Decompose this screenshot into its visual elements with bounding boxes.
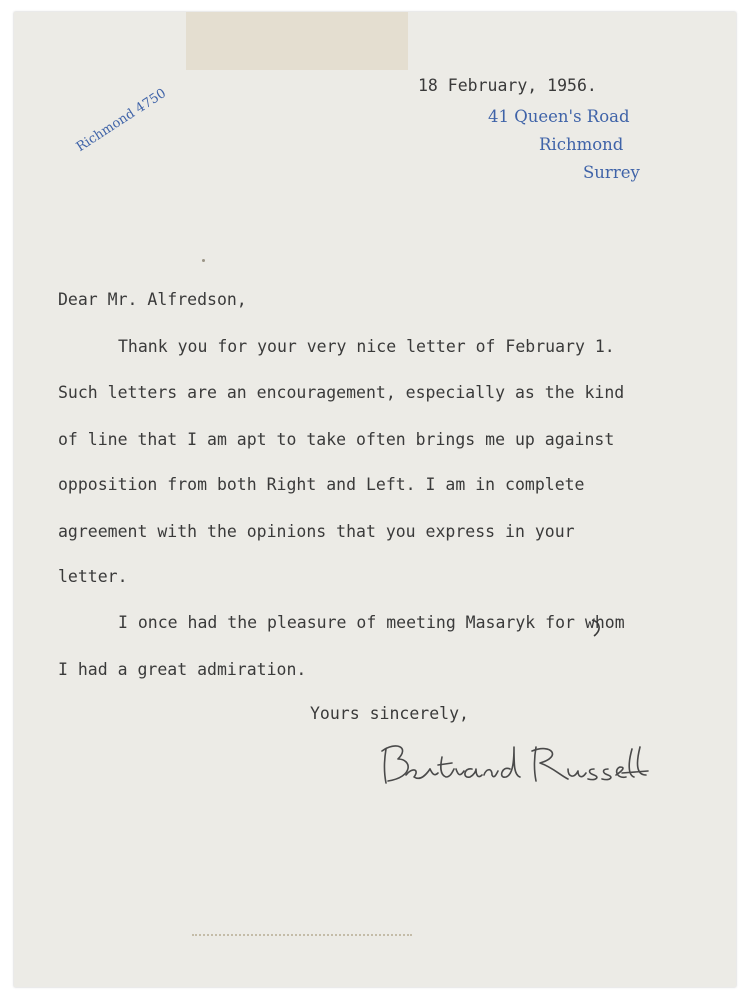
letter-page (14, 12, 736, 987)
address-line-1: 41 Queen's Road (488, 107, 630, 126)
body-line: Such letters are an encouragement, especially as the kind (58, 383, 625, 402)
body-line: agreement with the opinions that you express in your (58, 522, 575, 541)
body-line: letter. (58, 567, 128, 586)
salutation: Dear Mr. Alfredson, (58, 290, 247, 309)
letter-date: 18 February, 1956. (418, 76, 597, 95)
body-line: Thank you for your very nice letter of February 1. (118, 337, 615, 356)
tape-residue (186, 12, 408, 70)
phone-stamp: Richmond 4750 (73, 85, 169, 155)
body-line: opposition from both Right and Left. I am in complete (58, 475, 585, 494)
body-line: of line that I am apt to take often brings me up against (58, 430, 615, 449)
closing: Yours sincerely, (310, 704, 469, 723)
address-line-3: Surrey (583, 163, 640, 182)
body-line: I once had the pleasure of meeting Masaryk for whom (118, 613, 625, 632)
signature-image (376, 735, 651, 795)
handwritten-comma-mark (588, 616, 606, 638)
bottom-paper-marks (192, 934, 412, 942)
paper-speck (202, 259, 205, 262)
address-line-2: Richmond (539, 135, 624, 154)
body-line: I had a great admiration. (58, 660, 307, 679)
